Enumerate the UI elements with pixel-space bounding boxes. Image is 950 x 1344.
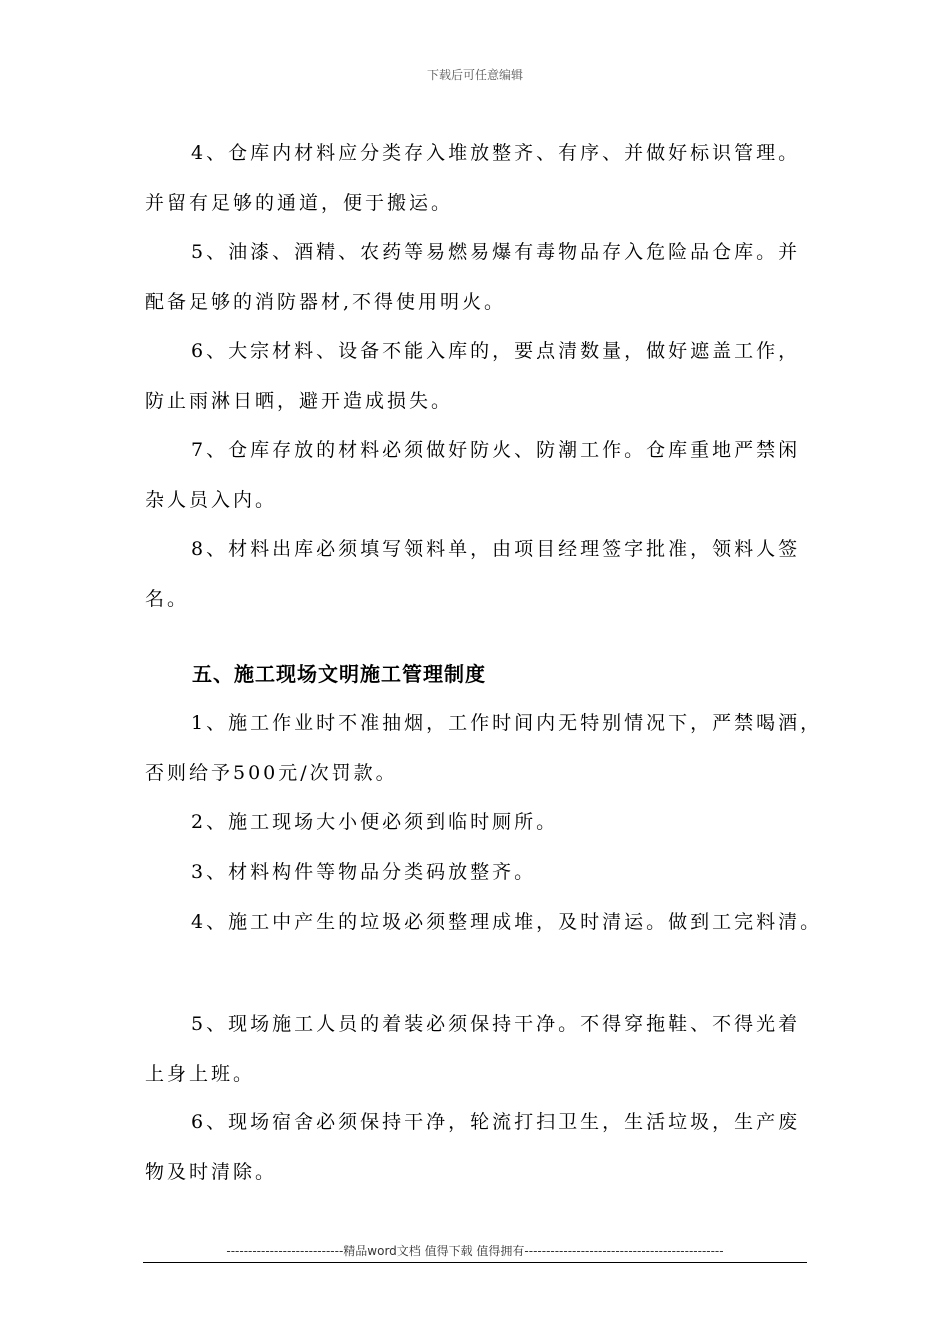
paragraph-line: 1、施工作业时不准抽烟，工作时间内无特别情况下，严禁喝酒， bbox=[191, 712, 823, 734]
warehouse-item-6 bbox=[145, 326, 825, 426]
paragraph-line: 4、施工中产生的垃圾必须整理成堆，及时清运。做到工完料清。 bbox=[191, 911, 823, 933]
civil-item-4 bbox=[145, 897, 825, 947]
paragraph-line: 并留有足够的通道，便于搬运。 bbox=[145, 192, 454, 214]
paragraph-line: 3、材料构件等物品分类码放整齐。 bbox=[191, 861, 537, 883]
paragraph-line: 5、现场施工人员的着装必须保持干净。不得穿拖鞋、不得光着 bbox=[191, 1013, 801, 1035]
paragraph-line: 6、现场宿舍必须保持干净，轮流打扫卫生，生活垃圾，生产废 bbox=[191, 1111, 801, 1133]
paragraph-line: 上身上班。 bbox=[145, 1063, 256, 1085]
header-note: 下载后可任意编辑 bbox=[426, 68, 523, 82]
paragraph-line: 配备足够的消防器材,不得使用明火。 bbox=[145, 291, 507, 313]
paragraph-line: 4、仓库内材料应分类存入堆放整齐、有序、并做好标识管理。 bbox=[191, 142, 801, 164]
paragraph-line: 名。 bbox=[145, 588, 190, 610]
paragraph-line: 防止雨淋日晒，避开造成损失。 bbox=[145, 390, 454, 412]
warehouse-item-7 bbox=[145, 425, 825, 525]
paragraph-line: 物及时清除。 bbox=[145, 1161, 278, 1183]
paragraph-line: 8、材料出库必须填写领料单，由项目经理签字批准，领料人签 bbox=[191, 538, 801, 560]
paragraph-line: 7、仓库存放的材料必须做好防火、防潮工作。仓库重地严禁闲 bbox=[191, 439, 801, 461]
civil-item-5 bbox=[145, 999, 825, 1099]
warehouse-item-4 bbox=[145, 128, 825, 228]
paragraph-line: 否则给予500元/次罚款。 bbox=[145, 762, 398, 784]
paragraph-line: 6、大宗材料、设备不能入库的，要点清数量，做好遮盖工作， bbox=[191, 340, 801, 362]
civil-item-6 bbox=[145, 1097, 825, 1197]
footer-note: ---------------------------精品word文档 值得下载 值得拥有---------------------------------------------- bbox=[226, 1244, 724, 1258]
civil-item-1 bbox=[145, 698, 825, 798]
paragraph-line: 5、油漆、酒精、农药等易燃易爆有毒物品存入危险品仓库。并 bbox=[191, 241, 801, 263]
paragraph-line: 2、施工现场大小便必须到临时厕所。 bbox=[191, 811, 559, 833]
section-title: 五、施工现场文明施工管理制度 bbox=[192, 662, 486, 686]
civil-item-2 bbox=[145, 797, 825, 847]
warehouse-item-8 bbox=[145, 524, 825, 624]
paragraph-line: 杂人员入内。 bbox=[145, 489, 278, 511]
footer-divider bbox=[143, 1262, 807, 1263]
civil-item-3 bbox=[145, 847, 825, 897]
warehouse-item-5 bbox=[145, 227, 825, 327]
